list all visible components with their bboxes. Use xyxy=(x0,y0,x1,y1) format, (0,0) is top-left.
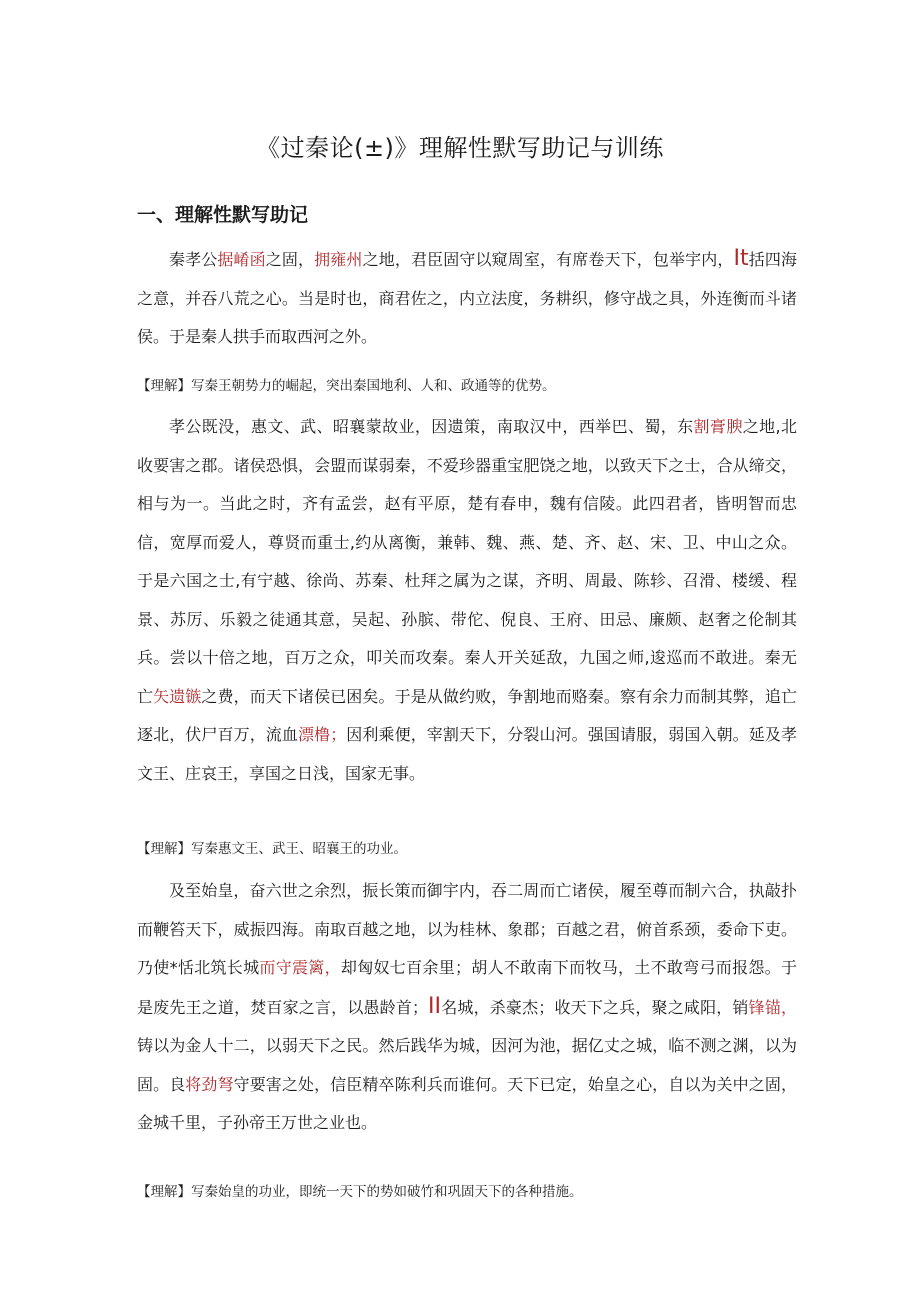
text-run: 之地，君臣固守以窥周室，有席卷天下，包举宇内， xyxy=(362,250,734,269)
highlight-keyword: 矢遗镞 xyxy=(153,686,202,706)
highlight-keyword: 将劲弩 xyxy=(185,1074,234,1094)
text-run: 括四海之意，并吞八荒之心。当是时也，商君佐之，内立法度，务耕织，修守战之具，外连衡而斗诸侯。于是秦人拱手而取西河之外。 xyxy=(137,250,797,346)
text-run: 及至始皇，奋六世之余烈，振长策而御宇内，吞二周而亡诸侯，履至尊而制六合，执敲扑而鞭笞天下，威振四海。南取百越之地，以为桂林、象郡；百越之君，俯首系颈，委命下吏。乃使*恬北筑长城 xyxy=(137,881,797,977)
paragraph-huiwen-wu-zhaoxiang xyxy=(137,408,797,793)
page-title: 《过秦论(±)》理解性默写助记与训练 xyxy=(256,134,664,162)
highlight-keyword: It xyxy=(733,246,749,271)
comprehension-note: 【理解】写秦惠文王、武王、昭襄王的功业。 xyxy=(137,841,407,857)
highlight-keyword: 而守震篱， xyxy=(259,958,341,977)
text-run: 之地,北收要害之郡。诸侯恐惧，会盟而谋弱秦，不爱珍器重宝肥饶之地，以致天下之士，合从缔交，相与为一。当此之时，齐有孟尝，赵有平原，楚有春申，魏有信陵。此四君者，皆明智而忠信，宽厚而爱人，尊贤而重士,约从离衡，兼韩、魏、燕、楚、齐、赵、宋、卫、中山之众。于是六国之士,有宁越、徐尚、苏秦、杜拜之属为之谋，齐明、周最、陈轸、召滑、楼缓、程景、苏厉、乐毅之徒通其意，吴起、孙膑、带佗、倪良、王府、田忌、廉颇、赵奢之伦制其兵。尝以十倍之地，百万之众，叩关而攻秦。秦人开关延敌，九国之师,逡巡而不敢进。秦无亡 xyxy=(137,417,797,706)
paragraph-qin-xiaogong xyxy=(137,240,797,357)
text-run: 铸以为金人十二，以弱天下之民。然后践华为城，因河为池，据亿丈之城，临不测之渊，以为固。良 xyxy=(137,1036,797,1094)
text-run: 秦孝公 xyxy=(169,250,218,269)
highlight-keyword: 漂橹； xyxy=(298,725,347,744)
highlight-keyword: 割膏腴 xyxy=(693,417,743,436)
highlight-keyword: 据崤函 xyxy=(217,250,266,269)
comprehension-note: 【理解】写秦始皇的功业，即统一天下的势如破竹和巩固天下的各种措施。 xyxy=(137,1184,583,1200)
highlight-keyword: II xyxy=(428,993,442,1019)
text-run: 孝公既没，惠文、武、昭襄蒙故业，因遗策，南取汉中，西举巴、蜀，东 xyxy=(169,417,694,436)
highlight-keyword: 拥雍州 xyxy=(314,250,363,269)
text-run: 之费，而天下诸侯已困矣。于是从做约败，争割地而赂秦。察有余力而制其弊，追亡逐北，伏尸百万，流血 xyxy=(137,686,797,744)
text-run: 之固， xyxy=(265,250,315,269)
text-run: 却匈奴七百余里；胡人不敢南下而牧马，土不敢弯弓而报怨。于是废先王之道，焚百家之言，以愚龄首； xyxy=(137,958,797,1017)
text-run: 名城，杀豪杰；收天下之兵，聚之咸阳，销 xyxy=(441,997,749,1017)
highlight-keyword: 锋锚， xyxy=(748,997,797,1017)
comprehension-note: 【理解】写秦王朝势力的崛起，突出秦国地利、人和、政通等的优势。 xyxy=(137,378,556,394)
paragraph-shihuang xyxy=(137,872,797,1143)
text-run: 守要害之处，信臣精卒陈利兵而谁何。天下已定，始皇之心，自以为关中之固，金城千里，子孙帝王万世之业也。 xyxy=(137,1074,797,1132)
text-run: 因利乘便，宰割天下，分裂山河。强国请服，弱国入朝。延及孝文王、庄哀王，享国之日浅，国家无事。 xyxy=(137,725,797,783)
section-heading: 一、理解性默写助记 xyxy=(137,204,309,226)
